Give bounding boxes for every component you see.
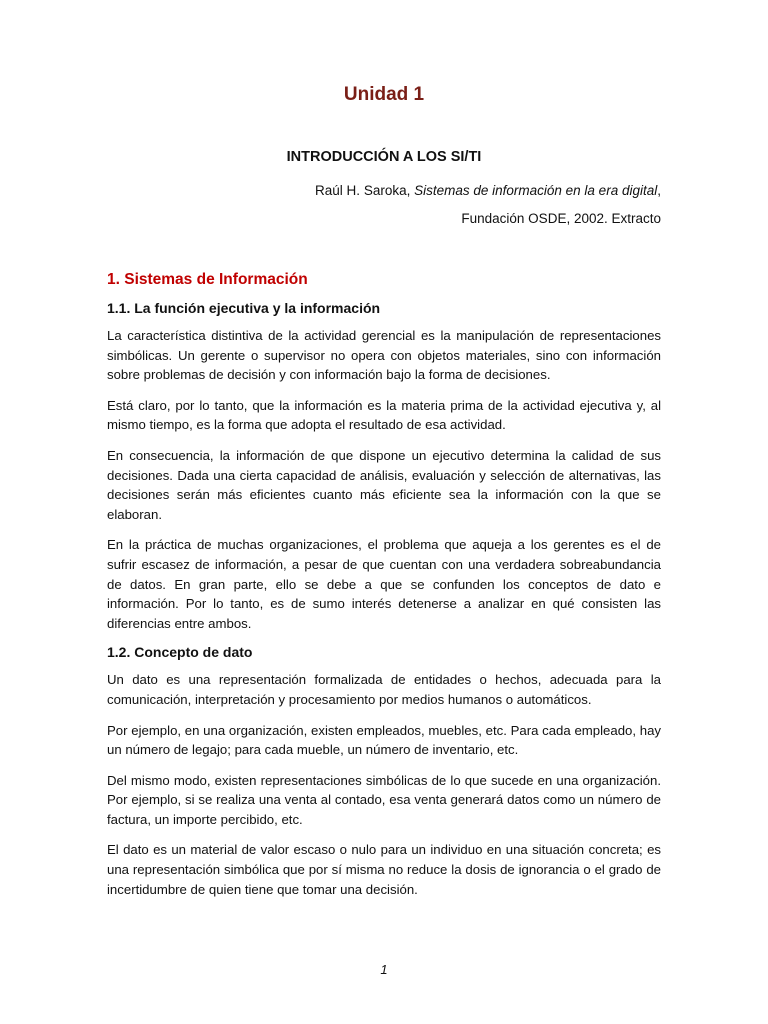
- paragraph: En la práctica de muchas organizaciones, el problema que aqueja a los gerentes es el de sufrir escasez de información, a pesar de que cuentan con una verdadera sobreabundancia de datos. En gran parte, ello se debe a que se confunden los conceptos de dato e información. Por lo tanto, es de sumo interés detenerse a analizar en qué consisten las diferencias entre ambos.: [107, 537, 661, 631]
- paragraph: Un dato es una representación formalizada de entidades o hechos, adecuada para la comunicación, interpretación y procesamiento por medios humanos o automáticos.: [107, 672, 661, 707]
- subsection-heading-1-2: 1.2. Concepto de dato: [107, 644, 253, 661]
- citation-separator: ,: [657, 183, 661, 198]
- paragraph: Está claro, por lo tanto, que la información es la materia prima de la actividad ejecutiva y, al mismo tiempo, es la forma que adopta el resultado de esa actividad.: [107, 397, 661, 433]
- document-body: [107, 271, 661, 910]
- paragraph: La característica distintiva de la actividad gerencial es la manipulación de representaciones simbólicas. Un gerente o supervisor no opera con objetos materiales, sino con información sobre problemas de decisión y con información bajo la forma de decisiones.: [107, 328, 661, 383]
- citation-line-1: [315, 183, 661, 198]
- document-title: INTRODUCCIÓN A LOS SI/TI: [286, 149, 482, 165]
- citation-author: Raúl H. Saroka,: [315, 183, 415, 198]
- paragraph: El dato es un material de valor escaso o nulo para un individuo en una situación concreta; es una representación simbólica que por sí misma no reduce la dosis de ignorancia o el grado de incertidumbre de quien tiene que tomar una decisión.: [107, 842, 661, 897]
- paragraph: Por ejemplo, en una organización, existen empleados, muebles, etc. Para cada empleado, hay un número de legajo; para cada mueble, un número de inventario, etc.: [107, 722, 661, 758]
- citation-line-2: Fundación OSDE, 2002. Extracto: [461, 211, 661, 226]
- section-heading-1: 1. Sistemas de Información: [107, 271, 308, 288]
- page-number: 1: [380, 962, 388, 977]
- citation-book-title: Sistemas de información en la era digital: [414, 183, 658, 198]
- subsection-heading-1-1: 1.1. La función ejecutiva y la información: [107, 300, 381, 316]
- unit-title: Unidad 1: [343, 84, 425, 105]
- paragraph: Del mismo modo, existen representaciones simbólicas de lo que sucede en una organización. Por ejemplo, si se realiza una venta al contado, esa venta generará datos como un número de factura, un importe percibido, etc.: [107, 772, 661, 827]
- paragraph: En consecuencia, la información de que dispone un ejecutivo determina la calidad de sus decisiones. Dada una cierta capacidad de análisis, evaluación y selección de alternativas, las decisiones serán más eficientes cuanto más eficiente sea la información con la que se elaboran.: [107, 447, 661, 522]
